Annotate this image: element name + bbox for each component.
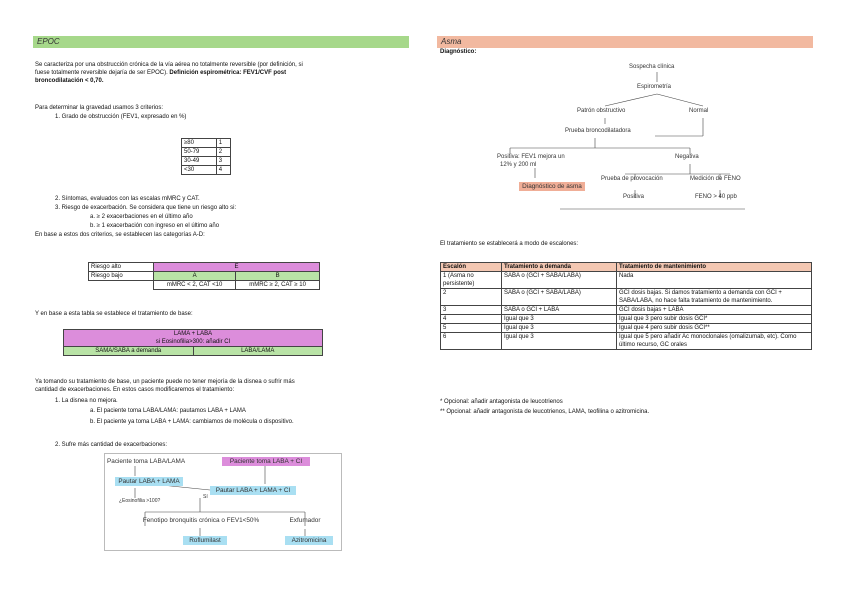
treatment-e-line1: LAMA + LABA (173, 331, 213, 337)
step-cell: Igual que 5 pero añadir Ac monoclonales (omalizumab, etc). Como último recurso, GC orales (617, 333, 812, 350)
treatment-b: LABA/LAMA (193, 347, 323, 356)
node-diagnostico-asma: Diagnóstico de asma (519, 182, 585, 191)
asthma-steps-table (440, 262, 812, 350)
step-cell: 4 (441, 315, 502, 324)
epoc-intro-line1: Se caracteriza por una obstrucción crónica de la vía aérea no totalmente reversible (por definición, si (35, 62, 303, 68)
flow-eosinofilia-question: ¿Eosinofilia >100? (119, 498, 161, 504)
flow-node-exfumador: Exfumador (289, 517, 321, 524)
asthma-flow-connectors (505, 56, 755, 216)
table-row (64, 330, 323, 347)
node-medicion-feno: Medición de FENO (690, 176, 741, 182)
node-negativa: Negativa (675, 154, 699, 160)
table-row (441, 324, 812, 333)
fev-cell: 30-49 (182, 157, 217, 166)
step-cell: GCI dosis bajas. Si damos tratamiento a demanda con GCI + SABA/LABA, no hace falta tratamiento de mantenimiento. (617, 289, 812, 306)
node-positiva: Positiva (623, 194, 645, 200)
category-a-criteria: mMRC < 2, CAT <10 (154, 281, 236, 290)
table-row (89, 272, 320, 281)
categories-text: En base a estos dos criterios, se establecen las categorías A-D: (35, 232, 205, 238)
table-row (441, 315, 812, 324)
column-header: Tratamiento de mantenimiento (617, 263, 812, 272)
fev-cell: 50-79 (182, 148, 217, 157)
table-row (89, 281, 320, 290)
node-positiva-fev-2: 12% y 200 ml (500, 162, 537, 168)
footnote-2: ** Opcional: añadir antagonista de leucotrienos, LAMA, teofilina o azitromicina. (440, 409, 650, 415)
step-cell: 1 (Asma no persistente) (441, 272, 502, 289)
fev-cell: <30 (182, 166, 217, 175)
step-cell: Igual que 3 (502, 315, 617, 324)
mod-item-2: 2. Sufre más cantidad de exacerbaciones: (55, 442, 168, 448)
fev-grade: 1 (216, 139, 230, 148)
step-cell: SABA o GCI + LABA (502, 306, 617, 315)
category-table (88, 262, 320, 290)
step-cell: Nada (617, 272, 812, 289)
criterion-3b: b. ≥ 1 exacerbación con ingreso en el último año (90, 223, 220, 229)
column-header: Tratamiento a demanda (502, 263, 617, 272)
asthma-diagnosis-flowchart (497, 56, 755, 216)
node-normal: Normal (689, 108, 709, 114)
step-cell: SABA o (GCI + SABA/LABA) (502, 272, 617, 289)
epoc-intro-line3: broncodilatación < 0,70. (35, 78, 104, 84)
table-row (441, 272, 812, 289)
asma-header: Asma (437, 36, 813, 48)
node-positiva-fev: Positiva: FEV1 mejora un (497, 154, 565, 160)
node-espirometria: Espirometría (637, 84, 672, 90)
category-b-criteria: mMRC ≥ 2, CAT ≥ 10 (236, 281, 320, 290)
fev-grade: 4 (216, 166, 230, 175)
fev-table (181, 138, 231, 175)
treatment-a: SAMA/SABA a demanda (64, 347, 194, 356)
risk-low-label: Riesgo bajo (89, 272, 154, 281)
mod-item-1a: a. El paciente toma LABA/LAMA: pautamos LABA + LAMA (90, 408, 246, 414)
flow-node-laba-ci: Paciente toma LABA + CI (222, 457, 310, 466)
modification-line2: cantidad de exacerbaciones. En estos casos modificaremos el tratamiento: (35, 387, 235, 393)
mod-item-1b: b. El paciente ya toma LABA + LAMA: cambiamos de molécula o dispositivo. (90, 419, 294, 425)
base-treatment-table (63, 329, 323, 356)
fev-grade: 3 (216, 157, 230, 166)
criterion-3a: a. ≥ 2 exacerbaciones en el último año (90, 214, 193, 220)
table-row (182, 166, 231, 175)
node-patron-obstructivo: Patrón obstructivo (577, 108, 626, 114)
step-cell: Igual que 3 pero subir dosis GCI* (617, 315, 812, 324)
step-cell: 2 (441, 289, 502, 306)
category-a: A (154, 272, 236, 281)
step-cell: GCI dosis bajas + LABA (617, 306, 812, 315)
step-cell: 6 (441, 333, 502, 350)
step-cell: Igual que 3 (502, 333, 617, 350)
criterion-3: 3. Riesgo de exacerbación. Se considera que tiene un riesgo alto si: (55, 205, 237, 211)
node-feno-40: FENO > 40 ppb (695, 194, 737, 200)
modification-line1: Ya tomando su tratamiento de base, un paciente puede no tener mejoría de la disnea o sufrir más (35, 379, 295, 385)
epoc-intro-2b: Definición espirométrica: FEV1/CVF post (169, 70, 287, 76)
criteria-intro: Para determinar la gravedad usamos 3 criterios: (35, 105, 164, 111)
footnote-1: * Opcional: añadir antagonista de leucotrienos (440, 399, 563, 405)
table-row (64, 347, 323, 356)
table-header-row (441, 263, 812, 272)
category-e: E (154, 263, 320, 272)
treatment-e (64, 330, 323, 347)
node-sospecha: Sospecha clínica (629, 64, 675, 70)
flow-node-fenotipo: Fenotipo bronquitis crónica o FEV1<50% (142, 517, 260, 524)
epoc-intro-2a: fuese totalmente reversible dejaría de ser EPOC). (35, 70, 168, 76)
empty-cell (89, 281, 154, 290)
flow-yes-label: Sí (203, 494, 208, 500)
flow-node-roflumilast: Roflumilast (183, 536, 227, 545)
epoc-intro-line2 (35, 69, 286, 77)
step-cell: Igual que 4 pero subir dosis GCI** (617, 324, 812, 333)
diagnosis-label: Diagnóstico: (440, 49, 477, 55)
mod-item-1: 1. La disnea no mejora. (55, 398, 118, 404)
category-b: B (236, 272, 320, 281)
criterion-1: 1. Grado de obstrucción (FEV1, expresado en %) (55, 114, 187, 120)
flow-node-laba-lama: Paciente toma LABA/LAMA (107, 458, 186, 465)
fev-cell: ≥80 (182, 139, 217, 148)
flow-node-pautar-triple: Pautar LABA + LAMA + CI (210, 486, 296, 495)
base-treatment-text: Y en base a esta tabla se establece el tratamiento de base: (35, 311, 193, 317)
fev-grade: 2 (216, 148, 230, 157)
table-row (441, 333, 812, 350)
column-header: Escalón (441, 263, 502, 272)
node-prueba-provocacion: Prueba de provocación (601, 176, 663, 182)
criterion-2: 2. Síntomas, evaluados con las escalas mMRC y CAT. (55, 196, 200, 202)
exacerbation-flowchart (104, 453, 342, 551)
step-cell: 5 (441, 324, 502, 333)
table-row (182, 139, 231, 148)
step-cell: SABA o (GCI + SABA/LABA) (502, 289, 617, 306)
table-row (441, 306, 812, 315)
step-cell: 3 (441, 306, 502, 315)
flow-node-azitromicina: Azitromicina (285, 536, 333, 545)
table-row (89, 263, 320, 272)
step-cell: Igual que 3 (502, 324, 617, 333)
risk-high-label: Riesgo alto (89, 263, 154, 272)
epoc-header: EPOC (33, 36, 409, 48)
steps-intro: El tratamiento se establecerá a modo de escalones: (440, 241, 579, 247)
table-row (441, 289, 812, 306)
table-row (182, 157, 231, 166)
flow-node-pautar-laba-lama: Pautar LABA + LAMA (115, 477, 183, 486)
node-prueba-broncodilatadora: Prueba broncodilatadora (565, 128, 631, 134)
table-row (182, 148, 231, 157)
treatment-e-line2: si Eosinofilia>300: añadir CI (155, 339, 231, 345)
